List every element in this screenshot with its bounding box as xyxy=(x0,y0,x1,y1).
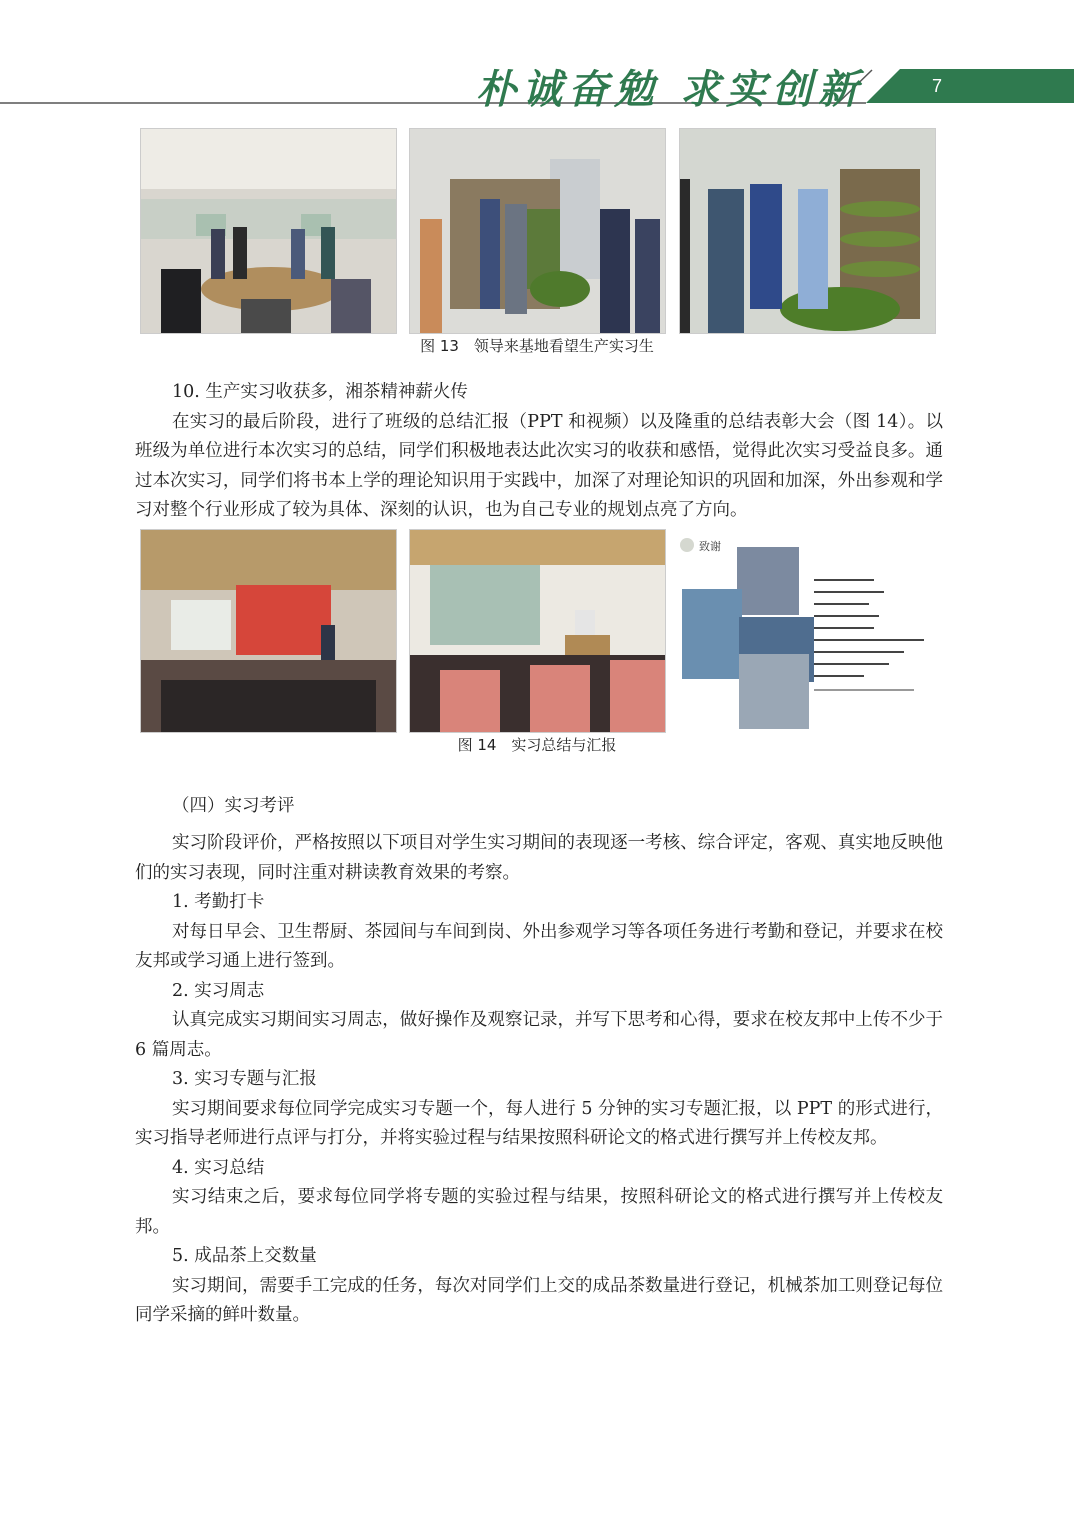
item1-heading: 1. 考勤打卡 xyxy=(172,892,265,912)
item3-heading: 3. 实习专题与汇报 xyxy=(172,1069,317,1089)
figure14-photo-thanks-slide xyxy=(679,529,934,731)
figure14-photo-ceremony xyxy=(140,529,397,733)
item4-heading: 4. 实习总结 xyxy=(172,1157,265,1178)
item2-text: 认真完成实习期间实习周志，做好操作及观察记录，并写下思考和心得，要求在校友邦中上传不少于 6 篇周志。 xyxy=(135,1010,943,1060)
figure13-photo-tea-workshop xyxy=(409,128,666,334)
figure14-photo-presentation xyxy=(409,529,666,733)
item4-text: 实习结束之后，要求每位同学将专题的实验过程与结果，按照科研论文的格式进行撰写并上传校友邦。 xyxy=(135,1187,943,1237)
item1-text: 对每日早会、卫生帮厨、茶园间与车间到岗、外出参观学习等各项任务进行考勤和登记，并要求在校友邦或学习通上进行签到。 xyxy=(135,921,943,971)
section4-body xyxy=(135,829,943,1331)
page-number: 7 xyxy=(931,76,942,96)
figure14-caption: 图 14 实习总结与汇报 xyxy=(457,736,617,754)
thanks-slide-title: 致谢 xyxy=(699,540,721,553)
section4-title: （四）实习考评 xyxy=(172,796,295,816)
item5-text: 实习期间，需要手工完成的任务，每次对同学们上交的成品茶数量进行登记，机械茶加工则登记每位同学采摘的鲜叶数量。 xyxy=(135,1275,943,1325)
item3-text: 实习期间要求每位同学完成实习专题一个，每人进行 5 分钟的实习专题汇报，以 PPT 的形式进行，实习指导老师进行点评与打分，并将实验过程与结果按照科研论文的格式进行撰写并上传校友邦。 xyxy=(135,1098,943,1148)
header-motto: 朴诚奋勉 求实创新 xyxy=(476,66,864,113)
page-number-tab xyxy=(866,69,1074,103)
page-header xyxy=(0,0,1074,113)
section10-heading: 10. 生产实习收获多，湘茶精神薪火传 xyxy=(172,382,468,402)
item5-heading: 5. 成品茶上交数量 xyxy=(172,1246,317,1266)
section4-intro: 实习阶段评价，严格按照以下项目对学生实习期间的表现逐一考核、综合评定，客观、真实地反映他们的实习表现，同时注重对耕读教育效果的考察。 xyxy=(135,833,943,883)
figure13-caption: 图 13 领导来基地看望生产实习生 xyxy=(420,337,654,355)
figure13-photo-dining-hall xyxy=(140,128,397,334)
figure13-photo-leaders-visit xyxy=(679,128,936,334)
section10-paragraph: 在实习的最后阶段，进行了班级的总结汇报（PPT 和视频）以及隆重的总结表彰大会（图 14）。以班级为单位进行本次实习的总结，同学们积极地表达此次实习的收获和感悟，觉得此次实习受益良多。通过本次实习，同学们将书本上学的理论知识用于实践中，加深了对理论知识的巩固和加深，外出参观和学习对整个行业形成了较为具体、深刻的认识，也为自己专业的规划点亮了方向。 xyxy=(135,411,943,520)
item2-heading: 2. 实习周志 xyxy=(172,980,265,1001)
section10 xyxy=(135,378,943,526)
